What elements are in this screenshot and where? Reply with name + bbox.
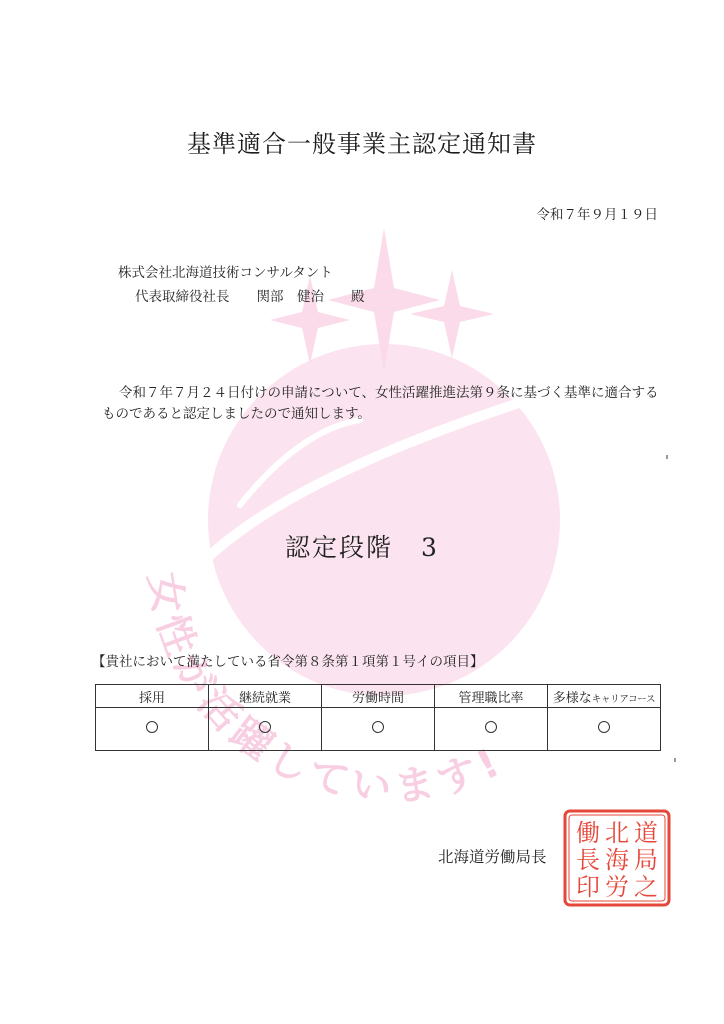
scan-speck [666,455,668,459]
criteria-mark-circle [372,721,384,733]
criteria-heading: 【貴社において満たしている省令第８条第１項第１号イの項目】 [92,654,484,670]
certification-level-label: 認定段階 [285,533,394,562]
criteria-mark-circle [259,721,271,733]
document-title: 基準適合一般事業主認定通知書 [187,130,537,158]
seal-character: 道 [634,819,658,847]
certification-level-value: 3 [421,533,439,562]
addressee-block [118,261,365,309]
seal-character: 働 [576,819,600,847]
seal-character: 北 [605,819,629,847]
seal-character: 労 [605,873,629,901]
criteria-mark-circle [598,721,610,733]
criteria-table [95,684,661,751]
watermark-star-right [410,270,494,358]
issuer-name: 北海道労働局長 [438,848,547,866]
criteria-mark-continued-employment [209,708,322,751]
seal-character: 長 [576,846,600,874]
criteria-header-diverse-career-small: キャリアコース [591,693,656,705]
seal-character: 之 [634,873,658,901]
criteria-header-diverse-career-main: 多様な [552,690,592,706]
criteria-mark-circle [485,721,497,733]
seal-character: 海 [605,846,629,874]
criteria-header-manager-ratio: 管理職比率 [435,685,548,708]
criteria-header-diverse-career [548,685,661,708]
criteria-mark-manager-ratio [435,708,548,751]
criteria-mark-working-hours [322,708,435,751]
official-seal [562,808,672,908]
criteria-header-recruitment: 採用 [96,685,209,708]
seal-character: 印 [576,873,600,901]
criteria-mark-row [96,708,661,751]
scan-speck [674,758,676,762]
seal-character: 局 [634,846,658,874]
criteria-header-continued-employment: 継続就業 [209,685,322,708]
company-name: 株式会社北海道技術コンサルタント [118,265,333,281]
certification-level [0,528,724,564]
watermark-text: 女性が活躍しています! [139,569,512,811]
issue-date: 令和７年９月１９日 [536,207,658,223]
criteria-header-working-hours: 労働時間 [322,685,435,708]
notification-body: 令和７年７月２４日付けの申請について、女性活躍推進法第９条に基づく基準に適合するものであると認定しましたので通知します。 [102,385,659,422]
criteria-mark-recruitment [96,708,209,751]
representative-name: 代表取締役社長 関部 健治 殿 [135,289,365,305]
criteria-header-row [96,685,661,708]
criteria-mark-diverse-career [548,708,661,751]
criteria-mark-circle [146,721,158,733]
